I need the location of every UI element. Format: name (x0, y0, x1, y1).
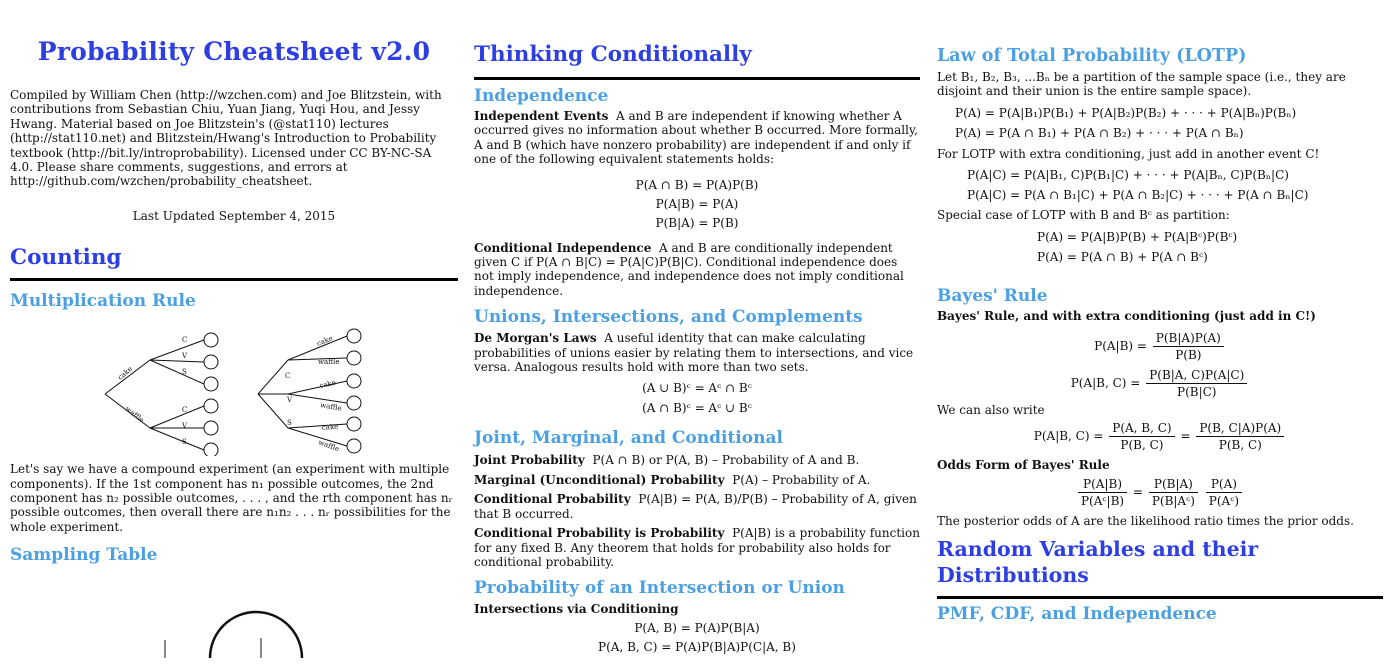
column-1 (10, 0, 458, 658)
tree-first-label: C (285, 372, 291, 381)
section-rule (937, 596, 1383, 599)
equation: P(A ∩ B) = P(A)P(B) (635, 177, 759, 192)
intersections-via-conditioning: Intersections via Conditioning (474, 602, 679, 617)
lotp-text: Let B₁, B₂, B₃, ...Bₙ be a partition of the sample space (i.e., they are disjoint and their union is the entire sample space). (937, 70, 1346, 99)
subsection-bayes-rule: Bayes' Rule (937, 285, 1048, 306)
section-counting: Counting (10, 245, 122, 271)
multiplication-text: Let's say we have a compound experiment (an experiment with multiple components). If the 1st component has n₁ possible outcomes, the 2nd component has n₂ possible outcomes, . . . , and the rth component has nᵣ possible outcomes, then overall there are n₁n₂ . . . nᵣ possibilities for the whole experiment. (10, 462, 453, 534)
tree-first-label: S (287, 419, 292, 428)
equation: P(A, B, C) = P(A)P(B|A)P(C|A, B) (598, 639, 796, 654)
sampling-diagram (10, 588, 458, 658)
subsection-sampling-table: Sampling Table (10, 545, 158, 566)
subsection-pmf-cdf: PMF, CDF, and Independence (937, 604, 1217, 625)
tree-label-cake: cake (116, 365, 135, 382)
bayes-equation-1: P(A|B) = $\frac{P(B|A)P(A)}{P(B)}$ (937, 331, 1383, 362)
tree-diagram (10, 316, 458, 456)
equation: P(A, B) = P(A)P(B|A) (634, 620, 760, 635)
intersection-equations (474, 619, 920, 657)
bayes-equation-3: P(A|B, C) = $\frac{P(A, B, C)}{P(B, C)}$ = $\frac{P(B, C|A)P(A)}{P(B, C)}$ (937, 421, 1383, 452)
tree-leaf-label: waffle (318, 358, 340, 367)
bayes-equation-2: P(A|B, C) = $\frac{P(B|A, C)P(A|C)}{P(B|C)}$ (937, 368, 1383, 399)
posterior-odds-text: The posterior odds of A are the likelihood ratio times the prior odds. (937, 513, 1354, 528)
de-morgan-text: De Morgan's Laws A useful identity that can make calculating probabilities of unions easier by relating them to intersections, and vice versa. Analogous results hold with more than two sets. (474, 331, 914, 375)
equation: (A ∪ B)ᶜ = Aᶜ ∩ Bᶜ (642, 381, 752, 396)
equation: P(A|B) = P(A) (655, 196, 739, 211)
subsection-intersection-union: Probability of an Intersection or Union (474, 578, 845, 599)
tree-leaf-label: S (182, 438, 187, 447)
subsection-joint-marginal-conditional: Joint, Marginal, and Conditional (474, 428, 783, 449)
conditional-probability-text: Conditional Probability P(A|B) = P(A, B)/P(B) – Probability of A, given that B occurred. (474, 492, 917, 521)
equation: P(A) = P(A|B₁)P(B₁) + P(A|B₂)P(B₂) + · · · + P(A|Bₙ)P(Bₙ) (955, 105, 1297, 120)
section-thinking-conditionally: Thinking Conditionally (474, 42, 752, 67)
marginal-probability-text: Marginal (Unconditional) Probability P(A) – Probability of A. (474, 472, 871, 487)
last-updated: Last Updated September 4, 2015 (132, 208, 336, 223)
equation: P(A|C) = P(A ∩ B₁|C) + P(A ∩ B₂|C) + · · · + P(A ∩ Bₙ|C) (967, 188, 1309, 203)
equation: (A ∩ B)ᶜ = Aᶜ ∪ Bᶜ (642, 401, 752, 416)
equation: P(A) = P(A ∩ B) + P(A ∩ Bᶜ) (1037, 249, 1208, 264)
independent-events-text: Independent Events A and B are independent if knowing whether A occurred gives no information about whether B occurred. More formally, A and B (which have nonzero probability) are independent if and only if one of the following equivalent statements holds: (474, 109, 918, 167)
section-random-variables: Random Variables and their Distributions (937, 537, 1259, 588)
odds-equation: $\frac{P(A|B)}{\text{P(Aᶜ|B)}}$ = $\frac{P(B|A)}{\text{P(B|Aᶜ)}}$ $\frac{P(A)}{\text{P(Aᶜ)}}$ (937, 477, 1383, 508)
tree-leaf-label: V (182, 352, 188, 361)
subsection-multiplication-rule: Multiplication Rule (10, 291, 196, 312)
independence-equations (474, 176, 920, 233)
page-title: Probability Cheatsheet v2.0 (37, 37, 431, 66)
equation: P(A|C) = P(A|B₁, C)P(B₁|C) + · · · + P(A|Bₙ, C)P(Bₙ|C) (967, 168, 1289, 183)
lotp-extra-text: For LOTP with extra conditioning, just add in another event C! (937, 146, 1320, 161)
tree-leaf-label: V (182, 422, 188, 431)
column-3 (937, 0, 1383, 625)
tree-leaf-label: C (182, 336, 188, 345)
conditional-independence-text: Conditional Independence A and B are conditionally independent given C if P(A ∩ B|C) = P(A|C)P(B|C). Conditional independence does not imply independence, and independence does not imply conditional independence. (474, 240, 904, 298)
equation: P(A) = P(A|B)P(B) + P(A|Bᶜ)P(Bᶜ) (1037, 229, 1238, 244)
conditional-probability-is-probability-text: Conditional Probability is Probability P(A|B) is a probability function for any fixed B. Any theorem that holds for probability also holds for conditional probability. (474, 526, 920, 569)
tree-leaf-label: cake (318, 378, 337, 391)
lotp-extra-equations (937, 165, 1383, 205)
tree-label-waffle: waffle (123, 405, 146, 425)
bayes-lead: Bayes' Rule, and with extra conditioning (just add in C!) (937, 308, 1316, 323)
tree-leaf-label: waffle (319, 401, 343, 413)
tree-first-label: V (287, 396, 293, 405)
column-2 (474, 0, 920, 657)
also-write-text: We can also write (937, 403, 1045, 418)
lotp-special-equations (937, 227, 1383, 267)
section-rule (10, 278, 458, 281)
tree-leaf-label: cake (315, 334, 335, 349)
subsection-unions: Unions, Intersections, and Complements (474, 307, 863, 328)
section-rule (474, 77, 920, 80)
lotp-special-text: Special case of LOTP with B and Bᶜ as partition: (937, 208, 1230, 223)
equation: P(B|A) = P(B) (655, 215, 739, 230)
tree-leaf-label: waffle (317, 438, 341, 454)
tree-leaf-label: cake (321, 422, 339, 433)
lotp-equations (937, 103, 1383, 143)
tree-leaf-label: S (182, 368, 187, 377)
tree-leaf-label: C (182, 406, 188, 415)
de-morgan-equations (474, 378, 920, 418)
equation: P(A) = P(A ∩ B₁) + P(A ∩ B₂) + · · · + P(A ∩ Bₙ) (955, 125, 1244, 140)
subsection-independence: Independence (474, 86, 609, 106)
joint-probability-text: Joint Probability P(A ∩ B) or P(A, B) – Probability of A and B. (474, 453, 860, 468)
subsection-lotp: Law of Total Probability (LOTP) (937, 46, 1247, 66)
intro-text: Compiled by William Chen (http://wzchen.com) and Joe Blitzstein, with contributions from Sebastian Chiu, Yuan Jiang, Yuqi Hou, and Jessy Hwang. Material based on Joe Blitzstein's (@stat110) lectures (http://stat110.net) and Blitzstein/Hwang's Introduction to Probability textbook (http://bit.ly/introprobability). Licensed under CC BY-NC-SA 4.0. Please share comments, suggestions, and errors at http://github.com/wzchen/probability_cheatsheet. (10, 88, 442, 189)
odds-form-lead: Odds Form of Bayes' Rule (937, 458, 1110, 473)
